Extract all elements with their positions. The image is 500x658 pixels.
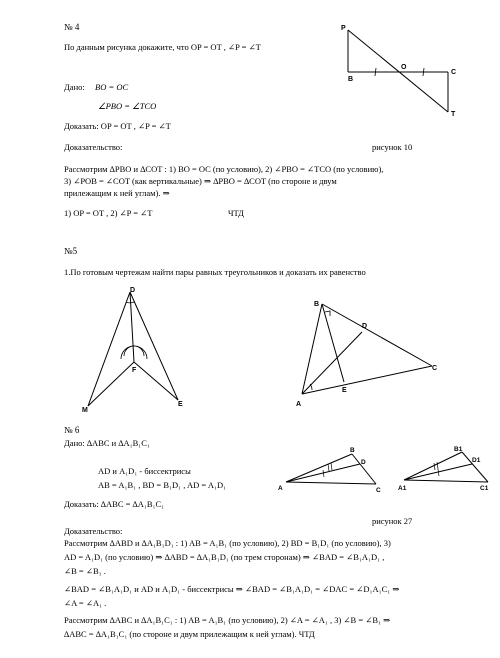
- label-C: C: [376, 487, 381, 494]
- angle-arc-D: [126, 302, 134, 303]
- task6-equalities: AB = A₁B₁ , BD = B₁D₁ , AD = A₁D₁: [98, 480, 227, 490]
- task4-given1: BO = OC: [95, 82, 129, 92]
- label-B: B: [348, 76, 354, 83]
- segment-AC: [286, 482, 376, 484]
- task6-given: Дано: ∆ABC и ∆A₁B₁C₁: [64, 438, 150, 448]
- task6-prove: Доказать: ∆ABC = ∆A₁B₁C₁: [64, 499, 165, 509]
- figure-27: [278, 444, 498, 494]
- task6-bisectors: AD и A₁D₁ - биссектрисы: [98, 466, 191, 476]
- segment-AC: [302, 366, 432, 394]
- task4-proof-label: Доказательство:: [64, 142, 123, 152]
- label-E: E: [342, 387, 347, 394]
- label-B: B: [314, 301, 320, 308]
- label-D1: D1: [472, 457, 481, 464]
- task4-qed: ЧТД: [228, 208, 244, 218]
- label-B: B: [350, 447, 355, 454]
- label-A: A: [296, 401, 302, 408]
- segment-A1D1: [404, 464, 472, 480]
- task6-line7: ∆ABC = ∆A₁B₁C₁ (по стороне и двум прилежащим к ней углам). ЧТД: [64, 629, 315, 639]
- tick-OC: [423, 68, 424, 76]
- label-O: O: [401, 64, 407, 71]
- angle-arc-A: [310, 384, 312, 390]
- label-D: D: [362, 323, 368, 330]
- task4-proof-line2: 3) ∠POB = ∠COT (как вертикальные) ⇒ ∆PBO = ∆COT (по стороне и двум: [64, 176, 337, 186]
- label-T: T: [451, 111, 456, 118]
- task6-line2: AD = A₁D₁ (по условию) ⇒ ∆ABD = ∆A₁B₁D₁ (по трем сторонам) ⇒ ∠BAD = ∠B₁A₁D₁ ,: [64, 552, 385, 562]
- right-angle-B: [325, 311, 330, 316]
- task4-number: № 4: [64, 22, 80, 32]
- task6-line4: ∠BAD = ∠B₁A₁D₁ и AD и A₁D₁ - биссектрисы ⇒ ∠BAD = ∠B₁A₁D₁ = ∠DAC = ∠D₁A₁C₁ ⇒: [64, 584, 400, 594]
- tick-A1D1: [438, 469, 439, 476]
- label-C: C: [432, 365, 438, 372]
- task4-proof-line1: Рассмотрим ∆PBO и ∆COT : 1) BO = OC (по условию), 2) ∠PBO = ∠TCO (по условию),: [64, 164, 384, 174]
- segment-DM: [88, 292, 130, 406]
- label-D: D: [130, 287, 136, 294]
- tick-AB-2: [331, 463, 332, 470]
- task4-given2: ∠PBO = ∠TCO: [98, 101, 157, 111]
- tick-AB-1: [328, 464, 329, 471]
- task5-number: №5: [64, 246, 78, 256]
- segment-AD: [302, 332, 362, 394]
- segment-PT: [348, 30, 448, 112]
- label-B1: B1: [454, 446, 463, 453]
- label-C: C: [451, 69, 457, 76]
- task4-given-label: Дано:: [64, 82, 85, 92]
- task4-proof-line3: прилежащим к ней углам). ⇒: [64, 188, 170, 198]
- task6-figure-caption: рисунок 27: [372, 516, 413, 526]
- segment-BA: [302, 304, 322, 394]
- task4-conclusion: 1) OP = OT , 2) ∠P = ∠T: [64, 208, 153, 218]
- label-M: M: [82, 407, 88, 414]
- task5-statement: 1.По готовым чертежам найти пары равных треугольников и доказать их равенство: [64, 267, 366, 277]
- tick-AD: [323, 470, 324, 477]
- tick-A1B1-1: [434, 463, 435, 470]
- label-C1: C1: [480, 485, 489, 492]
- task4-prove: Доказать: OP = OT , ∠P = ∠T: [64, 121, 171, 131]
- segment-A1C1: [404, 480, 488, 482]
- label-E: E: [178, 401, 183, 408]
- figure-10: [338, 22, 468, 122]
- tick-BO: [375, 68, 376, 76]
- label-D: D: [361, 459, 366, 466]
- tick-A1B1-2: [437, 462, 438, 469]
- segment-EF: [134, 362, 178, 400]
- task6-line6: Рассмотрим ∆ABC и ∆A₁B₁C₁ : 1) AB = A₁B₁ (по условию), 2) ∠A = ∠A₁ , 3) ∠B = ∠B₁ ⇒: [64, 615, 391, 625]
- task6-proof-label: Доказательство:: [64, 526, 123, 536]
- segment-MF: [88, 362, 134, 406]
- task6-line3: ∠B = ∠B₁ .: [64, 566, 106, 576]
- task6-line5: ∠A = ∠A₁ .: [64, 598, 107, 608]
- label-P: P: [341, 25, 346, 32]
- label-A1: A1: [398, 485, 407, 492]
- task6-number: № 6: [64, 425, 80, 435]
- label-F: F: [132, 367, 137, 374]
- task4-figure-caption: рисунок 10: [372, 142, 413, 152]
- segment-A1B1: [404, 452, 462, 480]
- figure-5a: [80, 282, 195, 414]
- task6-line1: Рассмотрим ∆ABD и ∆A₁B₁D₁ : 1) AB = A₁B₁ (по условию), 2) BD = B₁D₁ (по условию), 3): [64, 538, 391, 548]
- task4-statement: По данным рисунка докажите, что OP = OT , ∠P = ∠T: [64, 42, 261, 52]
- label-A: A: [278, 485, 283, 492]
- figure-5b: [292, 294, 442, 414]
